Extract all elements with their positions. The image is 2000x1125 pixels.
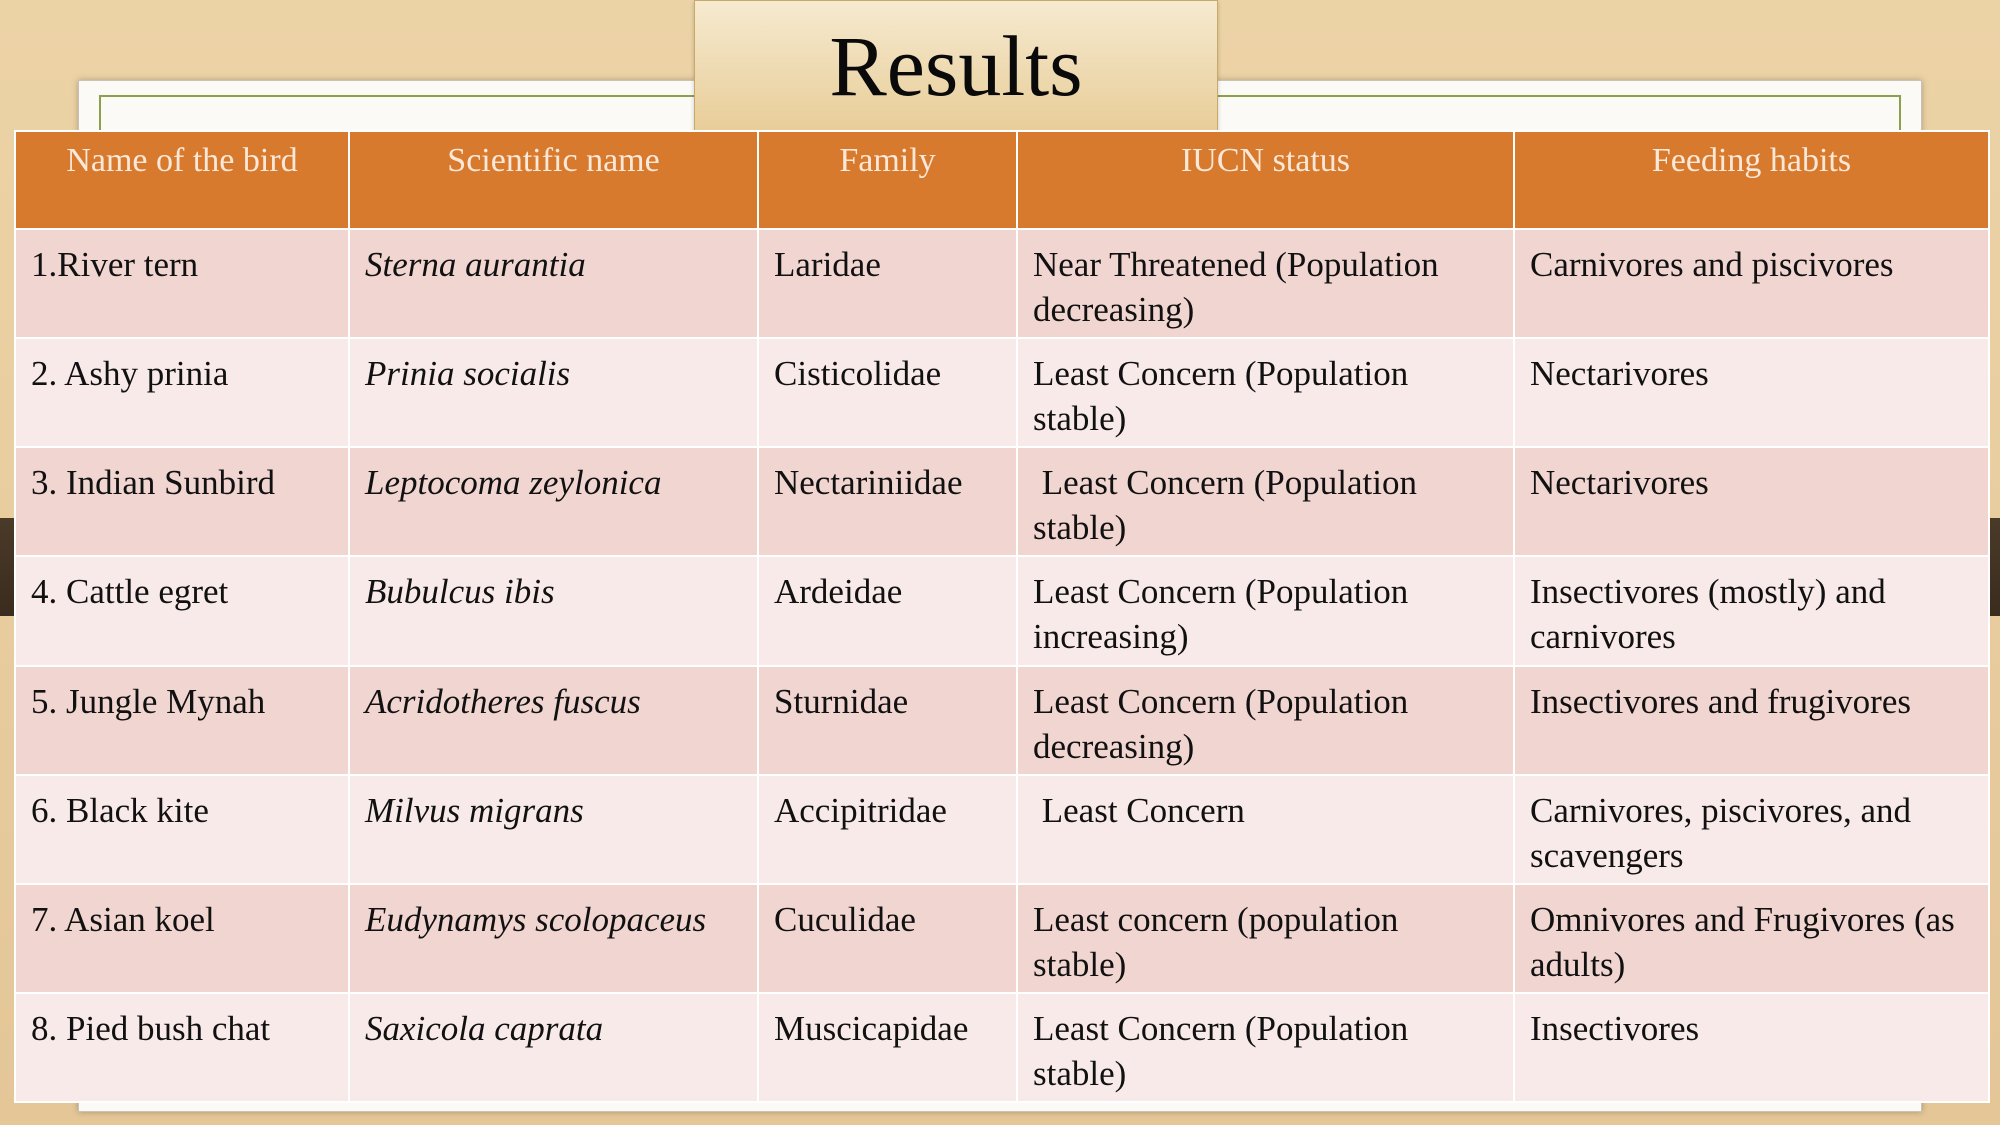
table-header-row: [15, 131, 1989, 229]
cell-feeding-habits: Carnivores and piscivores: [1514, 229, 1989, 338]
cell-scientific-name: Prinia socialis: [349, 338, 758, 447]
cell-scientific-name: Leptocoma zeylonica: [349, 447, 758, 556]
cell-bird-name: 8. Pied bush chat: [15, 993, 349, 1102]
cell-scientific-name: Sterna aurantia: [349, 229, 758, 338]
table-row: [15, 338, 1989, 447]
cell-bird-name: 2. Ashy prinia: [15, 338, 349, 447]
cell-iucn-status: Near Threatened (Population decreasing): [1017, 229, 1514, 338]
cell-iucn-status: Least Concern (Population stable): [1017, 338, 1514, 447]
results-table: [14, 130, 1990, 1103]
cell-iucn-status: Least Concern (Population stable): [1017, 993, 1514, 1102]
cell-scientific-name: Eudynamys scolopaceus: [349, 884, 758, 993]
cell-iucn-status: Least concern (population stable): [1017, 884, 1514, 993]
cell-iucn-status: Least Concern: [1017, 775, 1514, 884]
header-feeding-habits: Feeding habits: [1514, 131, 1989, 229]
table-row: [15, 666, 1989, 775]
cell-feeding-habits: Carnivores, piscivores, and scavengers: [1514, 775, 1989, 884]
cell-feeding-habits: Nectarivores: [1514, 338, 1989, 447]
table-row: [15, 556, 1989, 665]
cell-bird-name: 1.River tern: [15, 229, 349, 338]
cell-scientific-name: Milvus migrans: [349, 775, 758, 884]
header-iucn-status: IUCN status: [1017, 131, 1514, 229]
header-family: Family: [758, 131, 1017, 229]
cell-scientific-name: Saxicola caprata: [349, 993, 758, 1102]
header-scientific-name: Scientific name: [349, 131, 758, 229]
cell-feeding-habits: Insectivores: [1514, 993, 1989, 1102]
table-row: [15, 229, 1989, 338]
cell-feeding-habits: Insectivores (mostly) and carnivores: [1514, 556, 1989, 665]
cell-family: Cisticolidae: [758, 338, 1017, 447]
table-row: [15, 993, 1989, 1102]
title-box: [694, 0, 1218, 132]
table-row: [15, 775, 1989, 884]
table-row: [15, 884, 1989, 993]
cell-scientific-name: Bubulcus ibis: [349, 556, 758, 665]
cell-family: Accipitridae: [758, 775, 1017, 884]
cell-family: Laridae: [758, 229, 1017, 338]
table-row: [15, 447, 1989, 556]
cell-feeding-habits: Insectivores and frugivores: [1514, 666, 1989, 775]
cell-bird-name: 3. Indian Sunbird: [15, 447, 349, 556]
cell-family: Muscicapidae: [758, 993, 1017, 1102]
cell-family: Cuculidae: [758, 884, 1017, 993]
slide-title: Results: [829, 18, 1083, 114]
cell-feeding-habits: Nectarivores: [1514, 447, 1989, 556]
cell-iucn-status: Least Concern (Population stable): [1017, 447, 1514, 556]
cell-bird-name: 4. Cattle egret: [15, 556, 349, 665]
header-bird-name: Name of the bird: [15, 131, 349, 229]
cell-iucn-status: Least Concern (Population decreasing): [1017, 666, 1514, 775]
cell-bird-name: 5. Jungle Mynah: [15, 666, 349, 775]
cell-feeding-habits: Omnivores and Frugivores (as adults): [1514, 884, 1989, 993]
cell-bird-name: 7. Asian koel: [15, 884, 349, 993]
cell-scientific-name: Acridotheres fuscus: [349, 666, 758, 775]
cell-family: Ardeidae: [758, 556, 1017, 665]
cell-bird-name: 6. Black kite: [15, 775, 349, 884]
cell-family: Sturnidae: [758, 666, 1017, 775]
cell-family: Nectariniidae: [758, 447, 1017, 556]
cell-iucn-status: Least Concern (Population increasing): [1017, 556, 1514, 665]
